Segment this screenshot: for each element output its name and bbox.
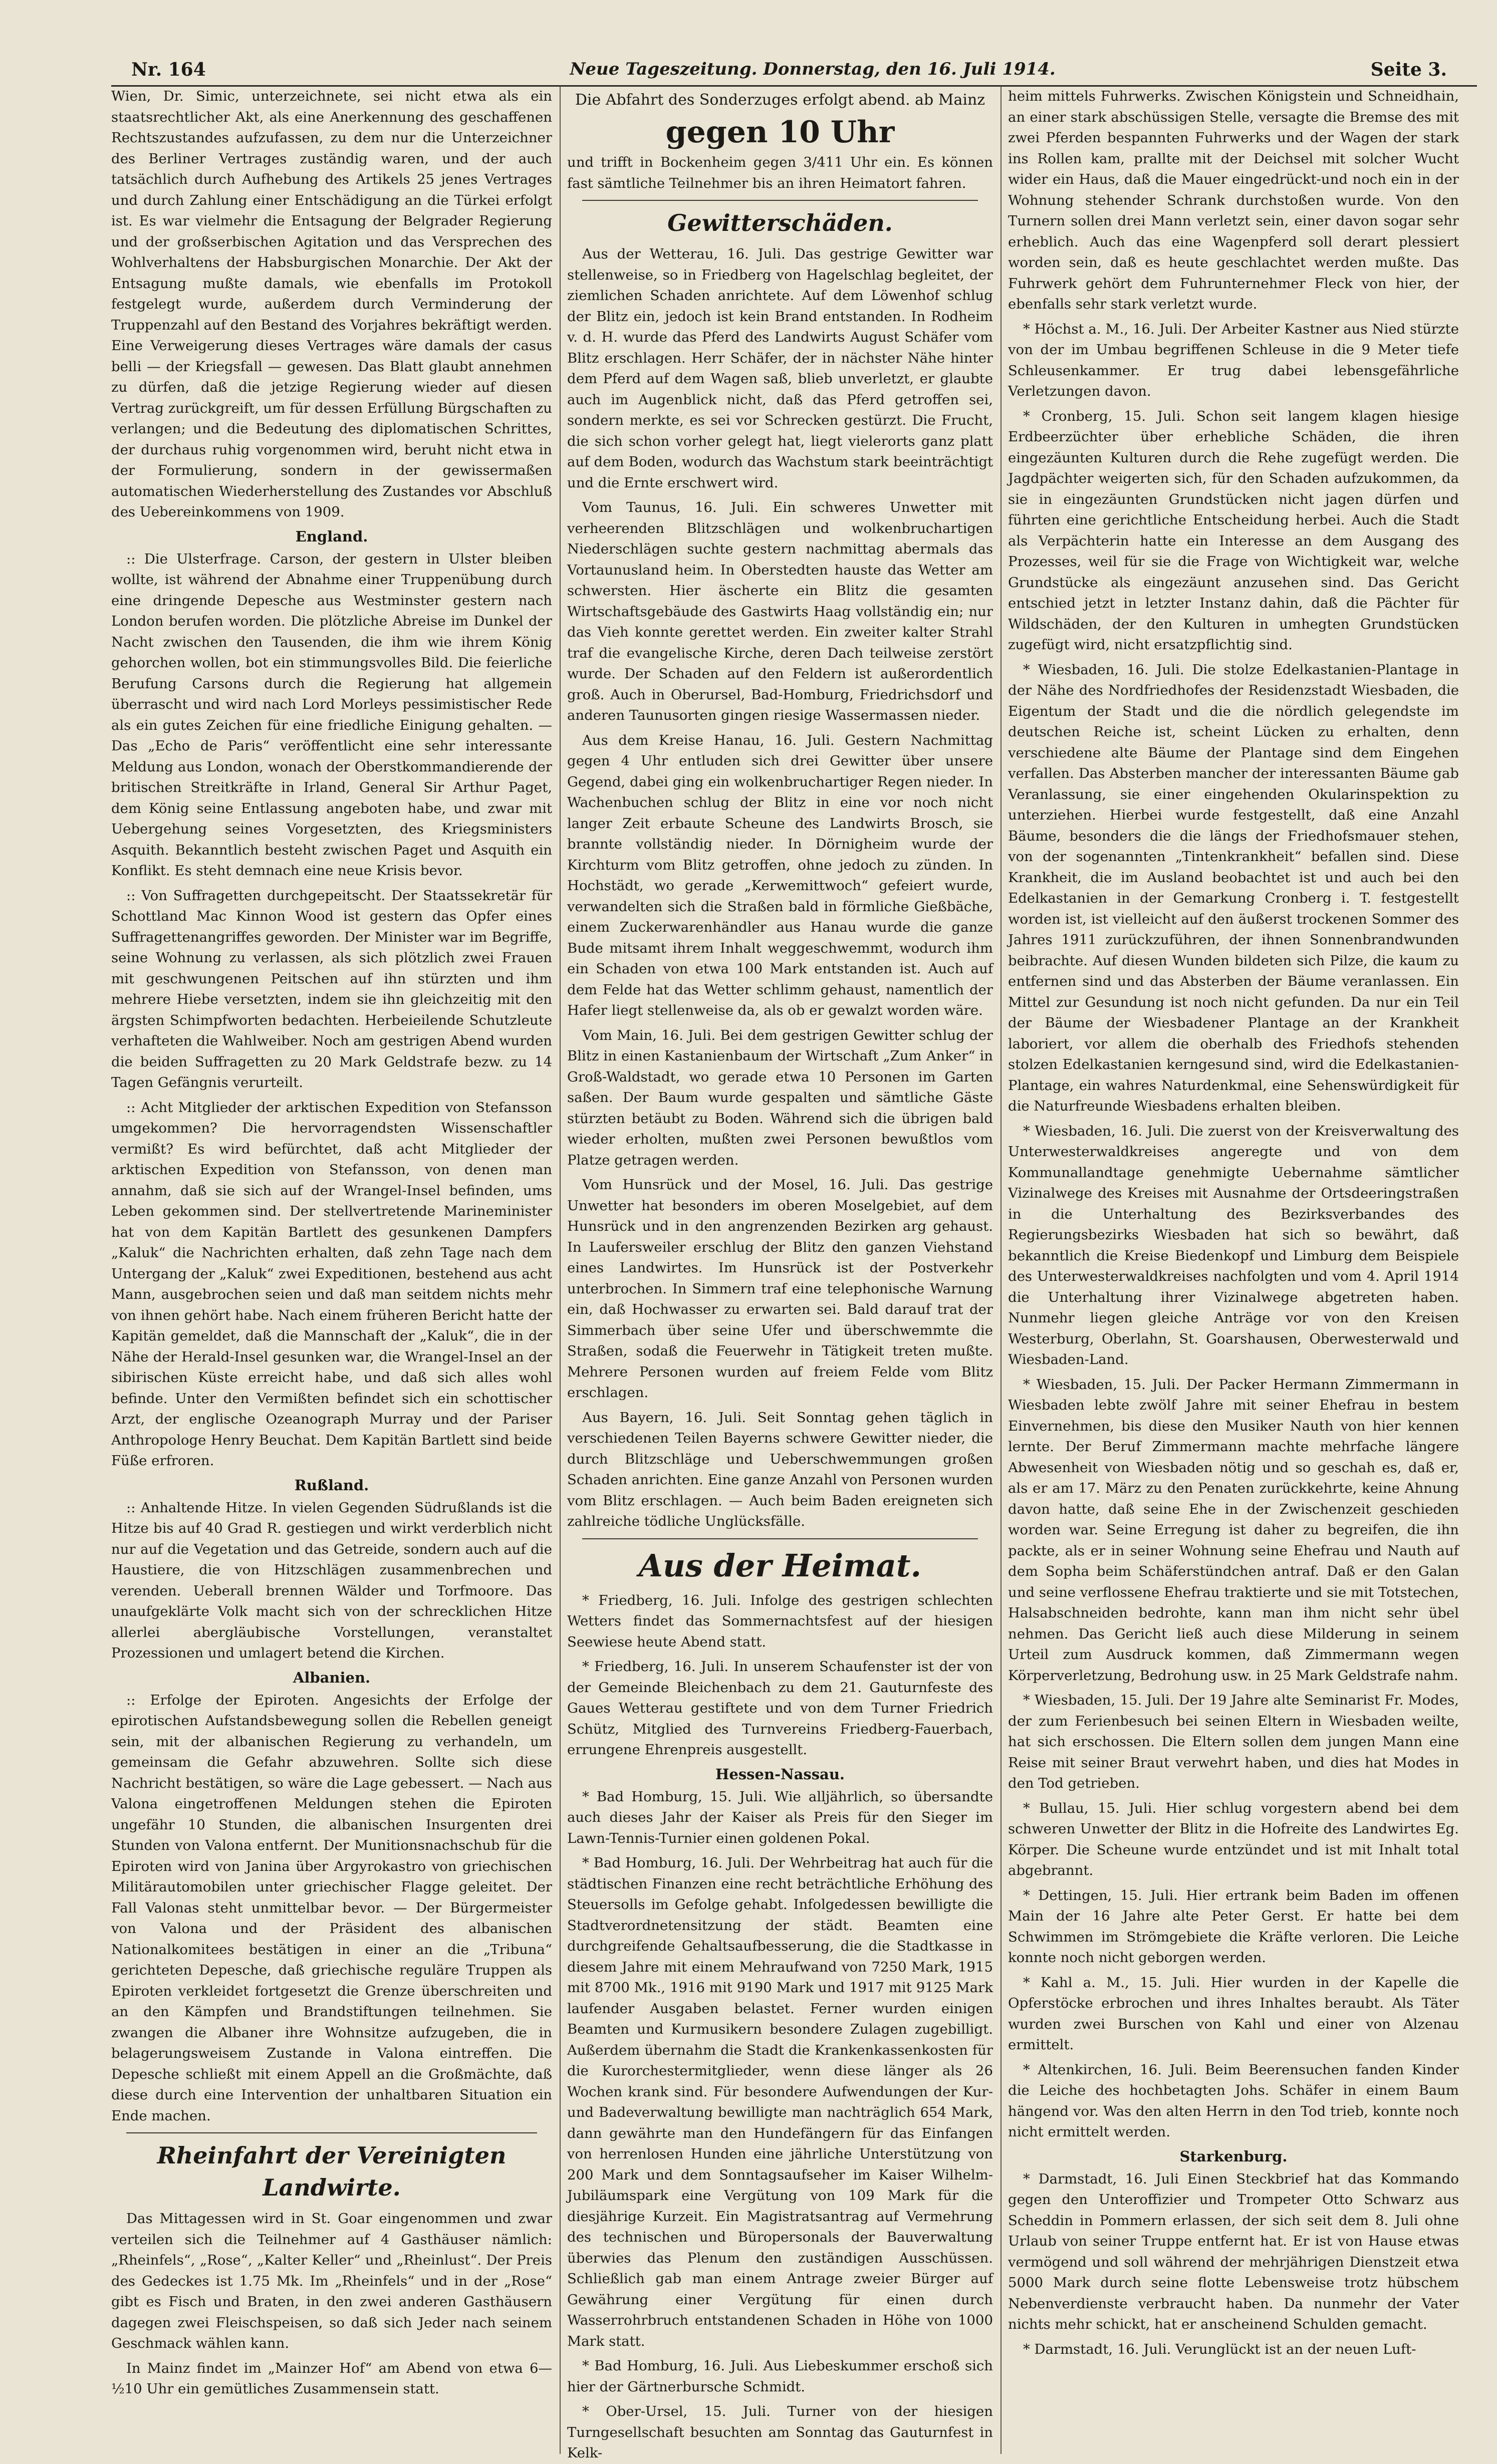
article-darmstadt-1: * Darmstadt, 16. Juli Einen Steckbrief hat das Kommando gegen den Unteroffizier und Trompeter Otto Schwarz aus Scheddin in Pommern erlassen, der sich seit dem 8. Juli ohne Urlaub von seiner Truppe entfernt hat. Er ist von Hause etwas vermögend und soll während der mehrjährigen Dienstzeit etwa 5000 Mark durch seine flotte Lebensweise trotz hübschem Nebenverdienste verbraucht haben. Da nunmehr der Vater nichts mehr schickt, hat er anscheinend Schulden gemacht. <box>1008 2170 1459 2332</box>
columns <box>111 86 1477 2461</box>
article-homburg-1: * Bad Homburg, 15. Juli. Wie alljährlich, so übersandte auch dieses Jahr der Kaiser als Preis für den Sieger im Lawn-Tennis-Turnier einen goldenen Pokal. <box>567 1788 993 1846</box>
divider <box>582 200 978 201</box>
article-homburg-3: * Bad Homburg, 16. Juli. Aus Liebeskummer erschoß sich hier der Gärtnerbursche Schmidt. <box>567 2358 993 2395</box>
article-wiesbaden-1: * Wiesbaden, 16. Juli. Die stolze Edelkastanien-Plantage in der Nähe des Nordfriedhofes der Residenzstadt Wiesbaden, die Eigentum der Stadt und die die nördlich gelegendste im deutschen Reiche ist, scheint Lücken zu erhalten, denn verschiedene alte Bäume der Plantage sind dem Eingehen verfallen. Das Absterben mancher der interessanten Bäume gab Veranlassung, sie einer eingehenden Okularinspektion zu unterziehen. Hierbei wurde festgestellt, daß eine Anzahl Bäume, besonders die die längs der Friedhofsmauer stehen, von der sogenannten „Tintenkrankheit“ befallen sind. Diese Krankheit, die im Ausland beobachtet ist und auch bei den Edelkastanien in der Gemarkung Cronberg i. T. festgestellt worden ist, ist vielleicht auf den äußerst trockenen Sommer des Jahres 1911 zurückzuführen, der ihnen Sonnenbrandwunden beibrachte. Auf diesen Wunden bildeten sich Pilze, die kaum zu entfernen sind und das Absterben der Bäume veranlassen. Ein Mittel zur Gesundung ist noch nicht gefunden. Da nur ein Teil der Bäume der Wiesbadener Plantage an der Krankheit laboriert, vor allem die oberhalb des Friedhofs stehenden stolzen Edelkastanien kerngesund sind, wird die Edelkastanien-Plantage, ein wahres Naturdenkmal, eine Sehenswürdigkeit für die Naturfreunde Wiesbadens erhalten bleiben. <box>1008 661 1459 1114</box>
article-epiroten: :: Erfolge der Epiroten. Angesichts der Erfolge der epirotischen Aufstandsbewegung sollen die Rebellen geneigt sein, mit der albanischen Regierung zu verhandeln, um gemeinsam die Gefahr abzuwehren. Sollte sich diese Nachricht bestätigen, so wäre die Lage gebessert. — Nach aus Valona eingetroffenen Meldungen stehen die Epiroten ungefähr 10 Stunden, die albanischen Insurgenten drei Stunden von Valona entfernt. Der Munitionsnachschub für die Epiroten wird von Janina über Argyrokastro von griechischen Militärautomobilen unter griechischer Flagge geleitet. Der Fall Valonas steht unmittelbar bevor. — Der Bürgermeister von Valona und der Präsident des albanischen Nationalkomitees bestätigen in einer an die „Tribuna“ gerichteten Depesche, daß griechische reguläre Truppen als Epiroten verkleidet fortgesetzt die Grenze überschreiten und an den Kämpfen und Brandstiftungen teilnehmen. Sie zwangen die Albaner ihre Wohnsitze aufzugeben, die in belagerungsweisem Zustande in Valona eintreffen. Die Depesche schließt mit einem Appell an die Großmächte, daß diese durch eine Intervention der unhaltbaren Situation ein Ende machen. <box>111 1692 552 2124</box>
article-taunus: Vom Taunus, 16. Juli. Ein schweres Unwetter mit verheerenden Blitzschlägen und wolkenbruchartigen Niederschlägen suchte gestern nachmittag abermals das Vortaunusland heim. In Oberstedten hauste das Wetter am schwersten. Hier äscherte ein Blitz die gesamten Wirtschaftsgebäude des Gastwirts Haag vollständig ein; nur das Vieh konnte gerettet werden. Ein zweiter kalter Strahl traf die evangelische Kirche, deren Dach teilweise zerstört wurde. Der Schaden auf den Feldern ist außerordentlich groß. Auch in Oberursel, Bad-Homburg, Friedrichsdorf und anderen Taunusorten gingen riesige Wassermassen nieder. <box>567 499 993 723</box>
headline-rheinfahrt: Rheinfahrt der Vereinigten Landwirte. <box>157 2142 507 2201</box>
article-darmstadt-2: * Darmstadt, 16. Juli. Verunglückt ist an der neuen Luft- <box>1023 2341 1416 2357</box>
article-suffragetten: :: Von Suffragetten durchgepeitscht. Der Staatssekretär für Schottland Mac Kinnon Wood ist gestern das Opfer eines Suffragettenangriffes geworden. Der Minister war im Begriffe, seine Wohnung zu verlassen, als sich plötzlich zwei Frauen mit geschwungenen Peitschen auf ihn stürzten und ihm mehrere Hiebe versetzten, indem sie ihn gleichzeitig mit den ärgsten Schimpfworten bedachten. Herbeieilende Schutzleute verhafteten die Wahlweiber. Noch am gestrigen Abend wurden die beiden Suffragetten zu 20 Mark Geldstrafe bezw. zu 14 Tagen Gefängnis verurteilt. <box>111 887 552 1090</box>
column-1 <box>111 86 552 2454</box>
divider <box>582 1538 978 1539</box>
section-starkenburg: Starkenburg. <box>1179 2147 1288 2165</box>
section-england: England. <box>295 527 368 545</box>
page-number: Seite 3. <box>1370 59 1447 80</box>
masthead: Neue Tageszeitung. Donnerstag, den 16. Juli 1914. <box>570 59 1056 79</box>
page-header <box>111 50 1477 87</box>
article-dettingen: * Dettingen, 15. Juli. Hier ertrank beim Baden im offenen Main der 16 Jahre alte Peter Gerst. Er hatte bei dem Schwimmen im Strömgebiete die Kräfte verloren. Die Leiche konnte noch nicht geborgen werden. <box>1008 1887 1459 1966</box>
article-altenkirchen: * Altenkirchen, 16. Juli. Beim Beerensuchen fanden Kinder die Leiche des hochbetagten Johs. Schäfer in einem Baum hängend vor. Was den alten Herrn in den Tod trieb, konnte noch nicht ermittelt werden. <box>1008 2061 1459 2140</box>
article-stefansson: :: Acht Mitglieder der arktischen Expedition von Stefansson umgekommen? Die hervorragendsten Wissenschaftler vermißt? Es wird befürchtet, daß acht Mitglieder der arktischen Expedition von Stefansson, von denen man annahm, daß sie sich auf der Wrangel-Insel befinden, ums Leben gekommen sind. Der stellvertretende Marineminister hat von dem Kapitän Bartlett des gesunkenen Dampfers „Kaluk“ die Nachrichten erhalten, daß zehn Tage nach dem Untergang der „Kaluk“ zwei Expeditionen, bestehend aus acht Mann, ausgebrochen seien und daß man seitdem nichts mehr von ihnen gehört habe. Nach einem früheren Bericht hatte der Kapitän gemeldet, daß die Mannschaft der „Kaluk“, die in der Nähe der Herald-Insel gesunken war, die Wrangel-Insel an der sibirischen Küste erreicht habe, und daß sich alles wohl befinde. Unter den Vermißten befindet sich ein schottischer Arzt, der englische Ozeanograph Murray und der Pariser Anthropologe Henry Beuchat. Dem Kapitän Bartlett sind beide Füße erfroren. <box>111 1099 552 1469</box>
article-hunsrueck: Vom Hunsrück und der Mosel, 16. Juli. Das gestrige Unwetter hat besonders im oberen Moselgebiet, auf dem Hunsrück und in den angrenzenden Bezirken arg gehaust. In Laufersweiler erschlug der Blitz den ganzen Viehstand eines Landwirtes. Im Hunsrück ist der Postverkehr unterbrochen. In Simmern traf eine telephonische Warnung ein, daß Hochwasser zu erwarten sei. Bald darauf trat der Simmerbach über seine Ufer und überschwemmte die Straßen, sodaß die Feuerwehr in Tätigkeit treten mußte. Mehrere Personen wurden auf freiem Felde vom Blitz erschlagen. <box>567 1177 993 1401</box>
notice-time: gegen 10 Uhr <box>665 115 895 150</box>
article-hitze: :: Anhaltende Hitze. In vielen Gegenden Südrußlands ist die Hitze bis auf 40 Grad R. gestiegen und wirkt verderblich nicht nur auf die Vegetation und das Getreide, sondern auch auf die Haustiere, die von Hitzschlägen zusammenbrechen und verenden. Ueberall brennen Wälder und Torfmoore. Das unaufgeklärte Volk macht sich von der schrecklichen Hitze allerlei abergläubische Vorstellungen, veranstaltet Prozessionen und umlagert betend die Kirchen. <box>111 1499 552 1661</box>
headline-gewitterschaeden: Gewitterschäden. <box>667 209 893 236</box>
column-2 <box>567 86 993 2461</box>
divider <box>126 2132 537 2133</box>
article-kelkheim: heim mittels Fuhrwerks. Zwischen Königstein und Schneidhain, an einer stark abschüssigen Stelle, versagte die Bremse des mit zwei Pferden bespannten Fuhrwerks und der Wagen der stark ins Rollen kam, prallte mit der Deichsel mit solcher Wucht wider ein Haus, daß die Mauer eingedrückt-und noch ein in der Wohnung stehender Schrank durchstoßen wurde. Von den Turnern sollen drei Mann verletzt sein, einer davon sogar sehr erheblich. Auch das eine Wagenpferd soll derart plessiert worden sein, daß es heute geschlachtet werden mußte. Das Fuhrwerk gehört dem Fuhrunternehmer Fleck von hier, der ebenfalls sehr stark verletzt wurde. <box>1008 88 1459 312</box>
article-bayern: Aus Bayern, 16. Juli. Seit Sonntag gehen täglich in verschiedenen Teilen Bayerns schwere Gewitter nieder, die durch Blitzschläge und Ueberschwemmungen großen Schaden anrichten. Eine ganze Anzahl von Personen wurden vom Blitz erschlagen. — Auch beim Baden ereigneten sich zahlreiche tödliche Unglücksfälle. <box>567 1409 993 1529</box>
column-rule <box>560 86 561 2454</box>
article-rheinfahrt-2: In Mainz findet im „Mainzer Hof“ am Abend von etwa 6—½10 Uhr ein gemütliches Zusammensein statt. <box>111 2360 552 2397</box>
article-wiesbaden-2: * Wiesbaden, 16. Juli. Die zuerst von der Kreisverwaltung des Unterwesterwaldkreises angeregte und von dem Kommunallandtage genehmigte Uebernahme sämtlicher Vizinalwege des Kreises mit Ausnahme der Ortsdeeringstraßen in die Unterhaltung des Bezirksverbandes des Regierungsbezirks Wiesbaden hat sich so bewährt, daß bekanntlich die Kreise Biedenkopf und Limburg dem Beispiele des Unterwesterwaldkreises nachfolgten und vom 4. April 1914 die Unterhaltung ihrer Vizinalwege abgetreten haben. Nunmehr liegen gleiche Anträge vor von den Kreisen Westerburg, Oberlahn, St. Goarshausen, Oberwesterwald und Wiesbaden-Land. <box>1008 1123 1459 1367</box>
article-friedberg-2: * Friedberg, 16. Juli. In unserem Schaufenster ist der von der Gemeinde Bleichenbach zu dem 21. Gauturnfeste des Gaues Wetterau gestiftete und von dem Turner Friedrich Schütz, Mitglied des Turnvereins Friedberg-Fauerbach, errungene Ehrenpreis ausgestellt. <box>567 1659 993 1758</box>
article-wetterau: Aus der Wetterau, 16. Juli. Das gestrige Gewitter war stellenweise, so in Friedberg von Hagelschlag begleitet, der ziemlichen Schaden anrichtete. Auf dem Löwenhof schlug der Blitz ein, jedoch ist kein Brand entstanden. In Rodheim v. d. H. wurde das Pferd des Landwirts August Schäfer vom Blitz erschlagen. Herr Schäfer, der in nächster Nähe hinter dem Pferd auf dem Wagen saß, blieb unverletzt, er glaubte auch im Augenblick nicht, daß das Pferd getroffen sei, sondern merkte, es sei vor Schrecken gestürzt. Die Frucht, die sich schon vorher gelegt hat, liegt vielerorts ganz platt auf dem Boden, wodurch das Wachstum stark beeinträchtigt und die Ernte erschwert wird. <box>567 246 993 491</box>
section-albanien: Albanien. <box>293 1669 371 1686</box>
article-friedberg-1: * Friedberg, 16. Juli. Infolge des gestrigen schlechten Wetters findet das Sommernachtsfest auf der hiesigen Seewiese heute Abend statt. <box>567 1592 993 1650</box>
article-ulster: :: Die Ulsterfrage. Carson, der gestern in Ulster bleiben wollte, ist während der Abnahme einer Truppenübung durch eine dringende Depesche aus Westminster gestern nach London berufen worden. Die plötzliche Abreise im Dunkel der Nacht zwischen den Tausenden, die ihm wie ihrem König gehorchen wollen, bot ein stimmungsvolles Bild. Die feierliche Berufung Carsons durch die Regierung hat allgemein überrascht und wird nach Lord Morleys pessimistischer Rede als ein gutes Zeichen für eine friedliche Einigung gehalten. — Das „Echo de Paris“ veröffentlicht eine sehr interessante Meldung aus London, wonach der Oberstkommandierende der britischen Streitkräfte in Irland, General Sir Arthur Paget, dem König seine Entlassung angeboten habe, und zwar mit Uebergehung seines Vorgesetzten, des Kriegsministers Asquith. Bekanntlich besteht zwischen Paget und Asquith ein Konflikt. Es steht demnach eine neue Krisis bevor. <box>111 551 552 879</box>
headline-heimat: Aus der Heimat. <box>638 1547 922 1584</box>
article-kahl: * Kahl a. M., 15. Juli. Hier wurden in der Kapelle die Opferstöcke erbrochen und ihres Inhaltes beraubt. Als Täter wurden zwei Burschen von Kahl und einer von Alzenau ermittelt. <box>1008 1974 1459 2053</box>
notice-arrival: und trifft in Bockenheim gegen 3/411 Uhr ein. Es können fast sämtliche Teilnehmer bis an ihren Heimatort fahren. <box>567 154 993 191</box>
article-oberursel: * Ober-Ursel, 15. Juli. Turner von der hiesigen Turngesellschaft besuchten am Sonntag das Gauturnfest in Kelk- <box>567 2403 993 2461</box>
issue-number: Nr. 164 <box>131 59 206 80</box>
article-bullau: * Bullau, 15. Juli. Hier schlug vorgestern abend bei dem schweren Unwetter der Blitz in die Hofreite des Landwirtes Eg. Körper. Die Scheune wurde entzündet und ist mit Inhalt total abgebrannt. <box>1008 1800 1459 1878</box>
article-main: Vom Main, 16. Juli. Bei dem gestrigen Gewitter schlug der Blitz in einen Kastanienbaum der Wirtschaft „Zum Anker“ in Groß-Waldstadt, wo gerade etwa 10 Personen im Garten saßen. Der Baum wurde gespalten und sämtliche Gäste stürzten betäubt zu Boden. Während sich die übrigen bald wieder erholten, mußten zwei Personen bewußtlos vom Platze getragen werden. <box>567 1027 993 1168</box>
notice-departure: Die Abfahrt des Sonderzuges erfolgt abend. ab Mainz <box>575 91 985 109</box>
section-russland: Rußland. <box>294 1476 369 1494</box>
article-wiesbaden-4: * Wiesbaden, 15. Juli. Der 19 Jahre alte Seminarist Fr. Modes, der zum Ferienbesuch bei seinen Eltern in Wiesbaden weilte, hat sich erschossen. Die Eltern sollen dem jungen Mann eine Reise mit seiner Braut verwehrt haben, und dies hat Modes in den Tod getrieben. <box>1008 1692 1459 1791</box>
article-rheinfahrt-1: Das Mittagessen wird in St. Goar eingenommen und zwar verteilen sich die Teilnehmer auf 4 Gasthäuser nämlich: „Rheinfels“, „Rose“, „Kalter Keller“ und „Rheinlust“. Der Preis des Gedeckes ist 1.75 Mk. Im „Rheinfels“ und in der „Rose“ gibt es Fisch und Braten, in den zwei anderen Gasthäusern dagegen zwei Fleischspeisen, so daß sich Jeder nach seinem Geschmack wählen kann. <box>111 2211 552 2351</box>
column-3 <box>1008 86 1459 2454</box>
column-rule <box>1001 86 1002 2454</box>
section-hessen-nassau: Hessen-Nassau. <box>715 1765 845 1783</box>
article-cronberg: * Cronberg, 15. Juli. Schon seit langem klagen hiesige Erdbeerzüchter über erhebliche Schäden, die ihren eingezäunten Kulturen durch die Rehe zugefügt werden. Die Jagdpächter weigerten sich, für den Schaden aufzukommen, da sie in eingezäunten Grundstücken nicht jagen dürfen und führten eine gerichtliche Entscheidung herbei. Auch die Stadt als Verpächterin hatte ein Interesse an dem Ausgang des Prozesses, weil für sie die Frage von Wichtigkeit war, welche Grundstücke als eingezäunt anzusehen sind. Das Gericht entschied jetzt in letzter Instanz dahin, daß die Pächter für Wildschäden, der den Kulturen in umhegten Grundstücken zugefügt wird, nicht ersatzpflichtig sind. <box>1008 408 1459 653</box>
article-wien: Wien, Dr. Simic, unterzeichnete, sei nicht etwa als ein staatsrechtlicher Akt, als eine Anerkennung des geschaffenen Rechtszustandes aufzufassen, zu dem nur die Unterzeichner des Berliner Vertrages zuständig waren, und der auch tatsächlich durch Aufhebung des Artikels 25 jenes Vertrages und durch Zahlung einer Entschädigung an die Türkei erfolgt ist. Es war vielmehr die Entsagung der Belgrader Regierung und der großserbischen Agitation und das Versprechen des Wohlverhaltens der Habsburgischen Monarchie. Der Akt der Entsagung mußte damals, wie ebenfalls im Protokoll festgelegt wurde, außerdem durch Verminderung der Truppenzahl auf den Bestand des Vorjahres bekräftigt werden. Eine Verweigerung dieses Vertrages wäre damals der casus belli — der Kriegsfall — gewesen. Das Blatt glaubt annehmen zu dürfen, daß die jetzige Regierung wieder auf diesen Vertrag zurückgreift, um für dessen Erfüllung Bürgschaften zu verlangen; und die Bedeutung des diplomatischen Schrittes, der durchaus ruhig vorgenommen wird, beruht nicht etwa in der Formulierung, sondern in der gewissermaßen automatischen Wiederherstellung des Zustandes vor Abschluß des Uebereinkommens von 1909. <box>111 88 552 520</box>
article-hanau: Aus dem Kreise Hanau, 16. Juli. Gestern Nachmittag gegen 4 Uhr entluden sich drei Gewitter über unsere Gegend, dabei ging ein wolkenbruchartiger Regen nieder. In Wachenbuchen schlug der Blitz in eine vor noch nicht langer Zeit erbaute Scheune des Landwirts Brosch, sie brannte vollständig nieder. In Dörnigheim wurde der Kirchturm vom Blitz getroffen, ohne jedoch zu zünden. In Hochstädt, wo gerade „Kerwemittwoch“ gefeiert wurde, verwandelten sich die Straßen bald in förmliche Gießbäche, einem Zuckerwarenhändler aus Hanau wurde die ganze Bude mitsamt ihrem Inhalt weggeschwemmt, wodurch ihm ein Schaden von etwa 100 Mark entstanden ist. Auch auf dem Felde hat das Wetter schlimm gehaust, namentlich der Hafer liegt stellenweise da, als ob er gewalzt worden wäre. <box>567 732 993 1018</box>
article-wiesbaden-3: * Wiesbaden, 15. Juli. Der Packer Hermann Zimmermann in Wiesbaden lebte zwölf Jahre mit seiner Ehefrau in bestem Einvernehmen, bis diese den Musiker Nauth von hier kennen lernte. Der Beruf Zimmermann machte mehrfache längere Abwesenheit von Wiesbaden nötig und so geschah es, daß er, als er am 17. März zu den Penaten zurückkehrte, keine Ahnung davon hatte, daß seine Ehe in der Zwischenzeit geschieden worden war. Seine Erregung ist daher zu begreifen, die ihn packte, als er in seiner Wohnung seine Ehefrau und Nauth auf dem Sopha beim Schäferstündchen antraf. Daß er den Galan und seine verflossene Ehefrau traktierte und sie mit Totstechen, Halsabschneiden bedrohte, kann man ihm nicht sehr übel nehmen. Das Gericht ließ auch diese Milderung in seinem Urteil zum Ausdruck kommen, daß Zimmermann wegen Körperverletzung, Bedrohung usw. in 25 Mark Geldstrafe nahm. <box>1008 1376 1459 1684</box>
article-homburg-2: * Bad Homburg, 16. Juli. Der Wehrbeitrag hat auch für die städtischen Finanzen eine recht beträchtliche Erhöhung des Steuersolls im Gefolge gehabt. Infolgedessen bewilligte die Stadtverordnetensitzung der städt. Beamten eine durchgreifende Gehaltsaufbesserung, die die Stadtkasse in diesem Jahre mit einem Mehraufwand von 7250 Mark, 1915 mit 8700 Mk., 1916 mit 9190 Mark und 1917 mit 9125 Mark laufender Ausgaben belastet. Ferner wurden einigen Beamten und Kurmusikern besondere Zulagen zugebilligt. Außerdem übernahm die Stadt die Krankenkassenkosten für die Kurorchestermitglieder, wenn diese länger als 26 Wochen krank sind. Für besondere Aufwendungen der Kur- und Badeverwaltung bewilligte man nachträglich 654 Mark, dann gewährte man den Hundefängern für das Einfangen von herrenlosen Hunden eine jährliche Unterstützung von 200 Mark und dem Sonntagsaufseher im Kaiser Wilhelm-Jubiläumspark eine Vergütung von 109 Mark für die diesjährige Kurzeit. Ein Magistratsantrag auf Vermehrung des technischen und Büropersonals der Bauverwaltung überwies das Plenum den zuständigen Ausschüssen. Schließlich gab man einem Antrage zweier Bürger auf Gewährung einer Vergütung für einen durch Wasserrohrbruch entstandenen Schaden in Höhe von 1000 Mark statt. <box>567 1855 993 2349</box>
article-hoechst: * Höchst a. M., 16. Juli. Der Arbeiter Kastner aus Nied stürzte von der im Umbau begriffenen Schleuse in die 9 Meter tiefe Schleusenkammer. Er trug dabei lebensgefährliche Verletzungen davon. <box>1008 321 1459 399</box>
